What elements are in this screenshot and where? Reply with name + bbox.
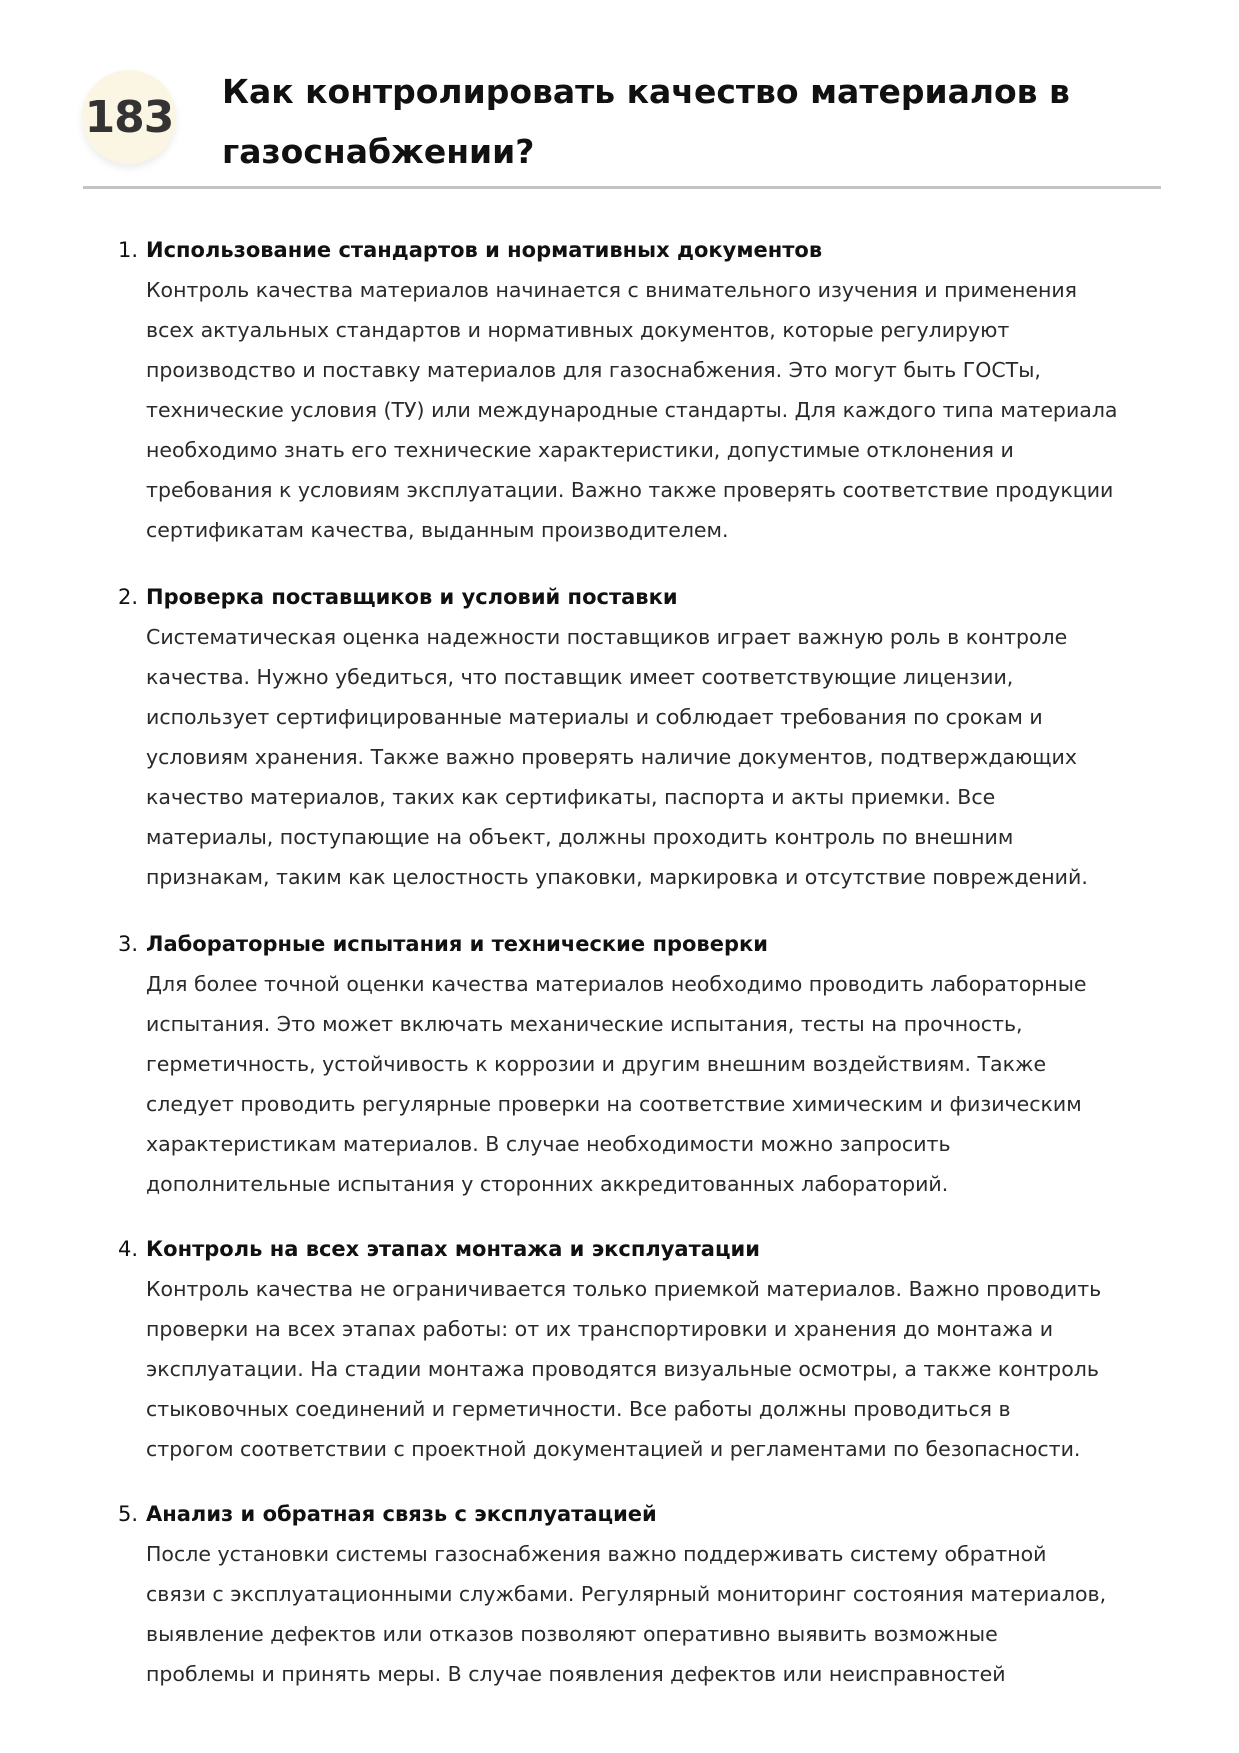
body-line: характеристикам материалов. В случае необходимости можно запросить — [146, 1132, 951, 1156]
item-heading: Проверка поставщиков и условий поставки — [146, 585, 678, 609]
item-number: 1. — [118, 238, 139, 262]
body-line: необходимо знать его технические характеристики, допустимые отклонения и — [146, 438, 1014, 462]
item-heading: Использование стандартов и нормативных документов — [146, 238, 823, 262]
item-heading: Лабораторные испытания и технические проверки — [146, 932, 768, 956]
body-line: строгом соответствии с проектной документацией и регламентами по безопасности. — [146, 1437, 1081, 1461]
item-number: 5. — [118, 1502, 139, 1526]
body-line: Контроль качества не ограничивается только приемкой материалов. Важно проводить — [146, 1277, 1102, 1301]
item-body — [146, 617, 1088, 897]
body-line: условиям хранения. Также важно проверять наличие документов, подтверждающих — [146, 745, 1078, 769]
item-body — [146, 964, 1087, 1204]
item-number: 3. — [118, 932, 139, 956]
item-number: 4. — [118, 1237, 139, 1261]
body-line: связи с эксплуатационными службами. Регулярный мониторинг состояния материалов, — [146, 1582, 1107, 1606]
body-line: материалы, поступающие на объект, должны проходить контроль по внешним — [146, 825, 1014, 849]
body-line: стыковочных соединений и герметичности. Все работы должны проводиться в — [146, 1397, 1011, 1421]
body-line: выявление дефектов или отказов позволяют оперативно выявить возможные — [146, 1622, 998, 1646]
body-line: качества. Нужно убедиться, что поставщик имеет соответствующие лицензии, — [146, 665, 1014, 689]
body-line: Систематическая оценка надежности поставщиков играет важную роль в контроле — [146, 625, 1068, 649]
question-number-badge: 183 — [82, 70, 176, 164]
body-line: использует сертифицированные материалы и соблюдает требования по срокам и — [146, 705, 1043, 729]
body-line: следует проводить регулярные проверки на соответствие химическим и физическим — [146, 1092, 1082, 1116]
body-line: сертификатам качества, выданным производителем. — [146, 518, 729, 542]
body-line: признакам, таким как целостность упаковки, маркировка и отсутствие повреждений. — [146, 865, 1088, 889]
item-number: 2. — [118, 585, 139, 609]
body-line: эксплуатации. На стадии монтажа проводятся визуальные осмотры, а также контроль — [146, 1357, 1099, 1381]
body-line: всех актуальных стандартов и нормативных документов, которые регулируют — [146, 318, 1010, 342]
body-line: испытания. Это может включать механические испытания, тесты на прочность, — [146, 1012, 1023, 1036]
item-body — [146, 270, 1118, 550]
body-line: Контроль качества материалов начинается с внимательного изучения и применения — [146, 278, 1078, 302]
body-line: дополнительные испытания у сторонних аккредитованных лабораторий. — [146, 1172, 949, 1196]
body-line: проблемы и принять меры. В случае появления дефектов или неисправностей — [146, 1662, 1006, 1686]
body-line: проверки на всех этапах работы: от их транспортировки и хранения до монтажа и — [146, 1317, 1054, 1341]
item-heading: Контроль на всех этапах монтажа и эксплуатации — [146, 1237, 760, 1261]
body-line: требования к условиям эксплуатации. Важно также проверять соответствие продукции — [146, 478, 1114, 502]
item-body — [146, 1534, 1106, 1694]
title-line: газоснабжении? — [222, 132, 535, 171]
body-line: После установки системы газоснабжения важно поддерживать систему обратной — [146, 1542, 1047, 1566]
body-line: производство и поставку материалов для газоснабжения. Это могут быть ГОСТы, — [146, 358, 1041, 382]
item-body — [146, 1269, 1101, 1469]
body-line: герметичность, устойчивость к коррозии и другим внешним воздействиям. Также — [146, 1052, 1047, 1076]
page-title — [222, 62, 1142, 182]
item-heading: Анализ и обратная связь с эксплуатацией — [146, 1502, 657, 1526]
title-line: Как контролировать качество материалов в — [222, 72, 1070, 111]
body-line: Для более точной оценки качества материалов необходимо проводить лабораторные — [146, 972, 1087, 996]
body-line: качество материалов, таких как сертификаты, паспорта и акты приемки. Все — [146, 785, 996, 809]
body-line: технические условия (ТУ) или международные стандарты. Для каждого типа материала — [146, 398, 1118, 422]
title-divider — [83, 186, 1161, 189]
